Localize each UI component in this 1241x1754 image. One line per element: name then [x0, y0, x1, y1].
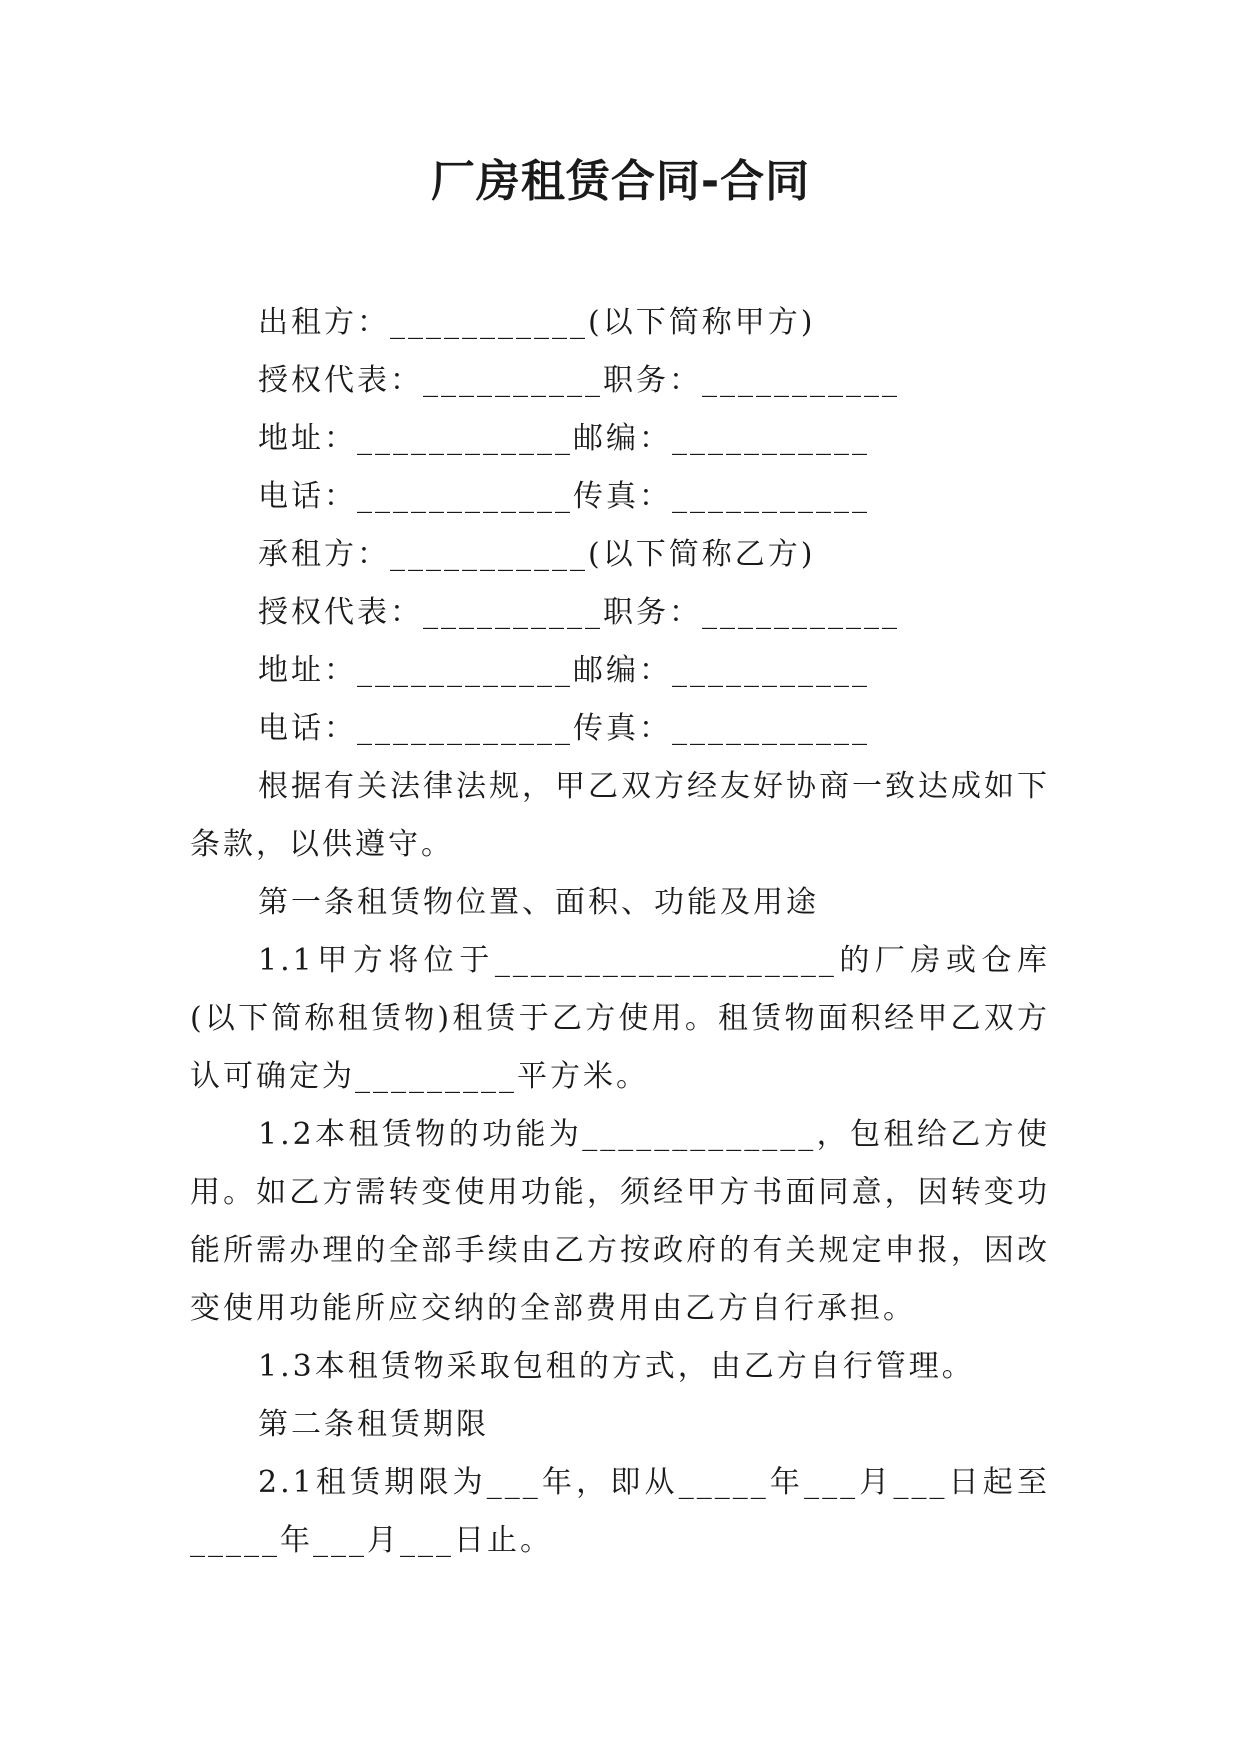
lessee-representative-line: 授权代表：__________职务：___________ [258, 595, 900, 630]
document-body [190, 294, 1050, 1570]
lessor-address-line: 地址：____________邮编：___________ [258, 421, 870, 456]
preamble-paragraph: 根据有关法律法规，甲乙双方经友好协商一致达成如下条款，以供遵守。 [190, 769, 1050, 862]
clause-1-1: 1.1甲方将位于___________________的厂房或仓库(以下简称租赁物)租赁于乙方使用。租赁物面积经甲乙双方认可确定为_________平方米。 [190, 943, 1050, 1094]
lessee-line: 承租方：___________(以下简称乙方) [258, 537, 816, 572]
lessor-phone-line: 电话：____________传真：___________ [258, 479, 870, 514]
lessee-phone-line: 电话：____________传真：___________ [258, 711, 870, 746]
clause-1-3: 1.3本租赁物采取包租的方式，由乙方自行管理。 [258, 1349, 975, 1384]
clause-1-2: 1.2本租赁物的功能为_____________，包租给乙方使用。如乙方需转变使用功能，须经甲方书面同意，因转变功能所需办理的全部手续由乙方按政府的有关规定申报，因改变使用功能所应交纳的全部费用由乙方自行承担。 [190, 1117, 1050, 1326]
article-2-heading: 第二条租赁期限 [258, 1407, 489, 1442]
lessor-representative-line: 授权代表：__________职务：___________ [258, 363, 900, 398]
article-1-heading: 第一条租赁物位置、面积、功能及用途 [258, 885, 819, 920]
lessee-address-line: 地址：____________邮编：___________ [258, 653, 870, 688]
document-title: 厂房租赁合同-合同 [430, 156, 811, 207]
clause-2-1: 2.1租赁期限为___年，即从_____年___月___日起至_____年___月___日止。 [190, 1465, 1050, 1558]
lessor-line: 出租方：___________(以下简称甲方) [258, 305, 816, 340]
